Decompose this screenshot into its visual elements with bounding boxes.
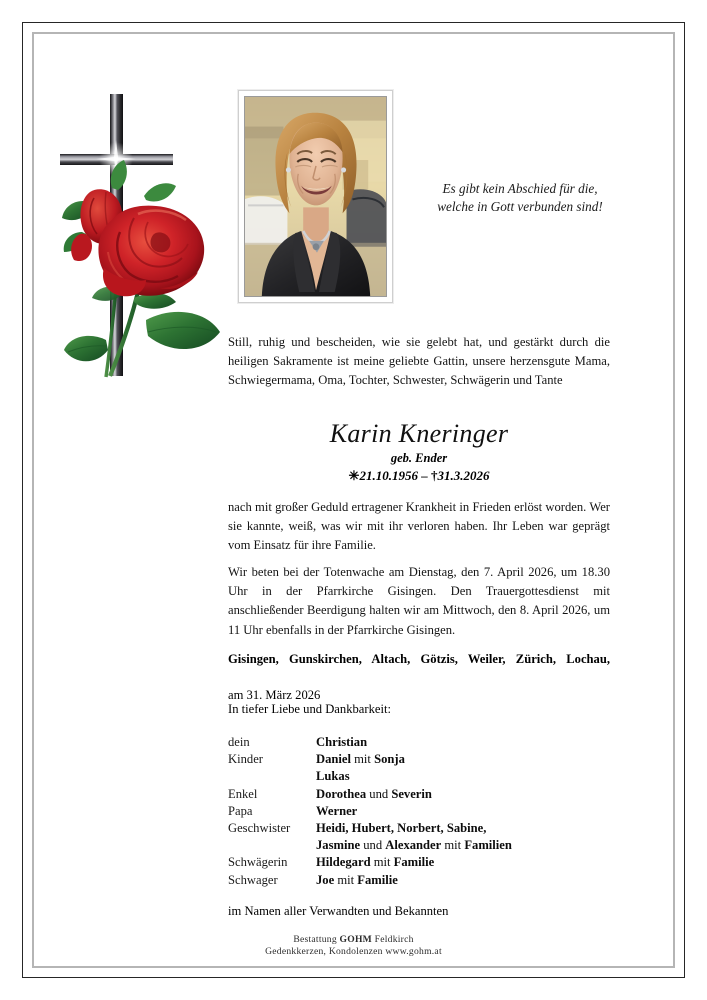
family-relation: Enkel	[228, 786, 258, 801]
family-name: Hildegard	[316, 855, 371, 870]
birth-star-icon: ✳	[348, 468, 360, 483]
family-relation: Kinder	[228, 752, 263, 767]
family-name: Sonja	[374, 752, 405, 767]
family-name: Dorothea	[316, 786, 367, 801]
family-row	[228, 854, 610, 871]
avatar	[244, 96, 387, 297]
memorial-motto	[400, 180, 640, 216]
family-list	[228, 734, 610, 889]
family-names	[316, 734, 610, 751]
life-dates	[228, 467, 610, 484]
family-connector: mit	[370, 855, 394, 870]
family-name: Heidi, Hubert, Norbert, Sabine,	[316, 821, 487, 836]
motto-line-2: welche in Gott verbunden sind!	[437, 199, 603, 214]
family-row	[228, 820, 610, 837]
family-row	[228, 751, 610, 768]
family-name: Familie	[357, 872, 398, 887]
page-title: Karin Kneringer	[329, 419, 509, 448]
family-name: Jasmine	[316, 838, 361, 853]
family-names	[316, 803, 610, 820]
family-relation: Geschwister	[228, 821, 291, 836]
intro-paragraph: Still, ruhig und bescheiden, wie sie gelebt hat, und gestärkt durch die heiligen Sakramente ist meine geliebte Gattin, unsere herzensgute Mama, Schwiegermama, Oma, Tochter, Schwester, Schwägerin und Tante	[228, 335, 610, 388]
funeral-home-footer	[32, 934, 675, 959]
family-name: Familie	[393, 855, 435, 870]
birth-date: 21.10.1956	[359, 468, 418, 483]
family-names	[316, 872, 610, 889]
family-row	[228, 786, 610, 803]
family-names	[316, 768, 610, 785]
family-name: Lukas	[316, 769, 350, 784]
portrait-photo-frame	[238, 90, 393, 303]
footer-line-2: Gedenkkerzen, Kondolenzen www.gohm.at	[265, 946, 442, 958]
date-separator: –	[421, 468, 428, 483]
family-relation	[228, 768, 316, 785]
footer-brand: GOHM	[339, 934, 372, 945]
family-relation: dein	[228, 735, 250, 749]
death-cross-icon: †	[430, 468, 438, 483]
family-names	[316, 837, 610, 854]
family-names	[316, 751, 610, 768]
service-paragraph: Wir beten bei der Totenwache am Dienstag, den 7. April 2026, um 18.30 Uhr in der Pfarrkirche Gisingen. Den Trauergottesdienst mit anschließender Beerdigung halten wir am Mittwoch, den 8. April 2026, um 11 Uhr ebenfalls in der Pfarrkirche Gisingen.	[228, 565, 610, 637]
family-relation: Schwager	[228, 872, 278, 887]
footer-suffix: Feldkirch	[371, 934, 414, 945]
family-connector: mit	[441, 838, 465, 853]
family-relation: Papa	[228, 803, 253, 818]
family-connector: und	[360, 838, 386, 853]
cross-and-rose-artwork	[48, 92, 228, 382]
family-row	[228, 803, 610, 820]
family-relation	[228, 837, 316, 854]
after-paragraph: nach mit großer Geduld ertragener Krankheit in Frieden erlöst worden. Wer sie kannte, weiß, was wir mit ihr verloren haben. Ihr Leben war geprägt vom Einsatz für ihre Familie.	[228, 500, 610, 553]
family-name: Christian	[316, 735, 368, 749]
family-row	[228, 872, 610, 889]
family-name: Alexander	[385, 838, 442, 853]
announcement-date: am 31. März 2026	[228, 688, 321, 702]
family-name: Werner	[316, 803, 358, 818]
family-names	[316, 820, 610, 837]
places-towns: Gisingen, Gunskirchen, Altach, Götzis, Weiler, Zürich, Lochau,	[228, 652, 610, 666]
maiden-name: geb. Ender	[390, 451, 448, 465]
family-row	[228, 837, 610, 854]
family-name: Familien	[464, 838, 512, 853]
main-rose	[98, 206, 204, 297]
family-name: Severin	[391, 786, 432, 801]
footer-line-1	[32, 934, 675, 946]
motto-line-1: Es gibt kein Abschied für die,	[442, 181, 598, 196]
family-name: Daniel	[316, 752, 351, 767]
places-block	[228, 650, 610, 704]
family-names	[316, 786, 610, 803]
family-name: Joe	[316, 872, 335, 887]
family-relation: Schwägerin	[228, 855, 288, 870]
family-connector: und	[366, 786, 392, 801]
death-date: 31.3.2026	[437, 468, 490, 483]
family-connector: mit	[334, 872, 358, 887]
family-connector: mit	[350, 752, 375, 767]
closing-line: im Namen aller Verwandten und Bekannten	[228, 904, 449, 918]
family-names	[316, 854, 610, 871]
footer-prefix: Bestattung	[293, 934, 340, 945]
family-row	[228, 768, 610, 785]
family-row	[228, 734, 610, 751]
deceased-name-block	[228, 419, 610, 484]
gratitude-line: In tiefer Liebe und Dankbarkeit:	[228, 702, 391, 716]
